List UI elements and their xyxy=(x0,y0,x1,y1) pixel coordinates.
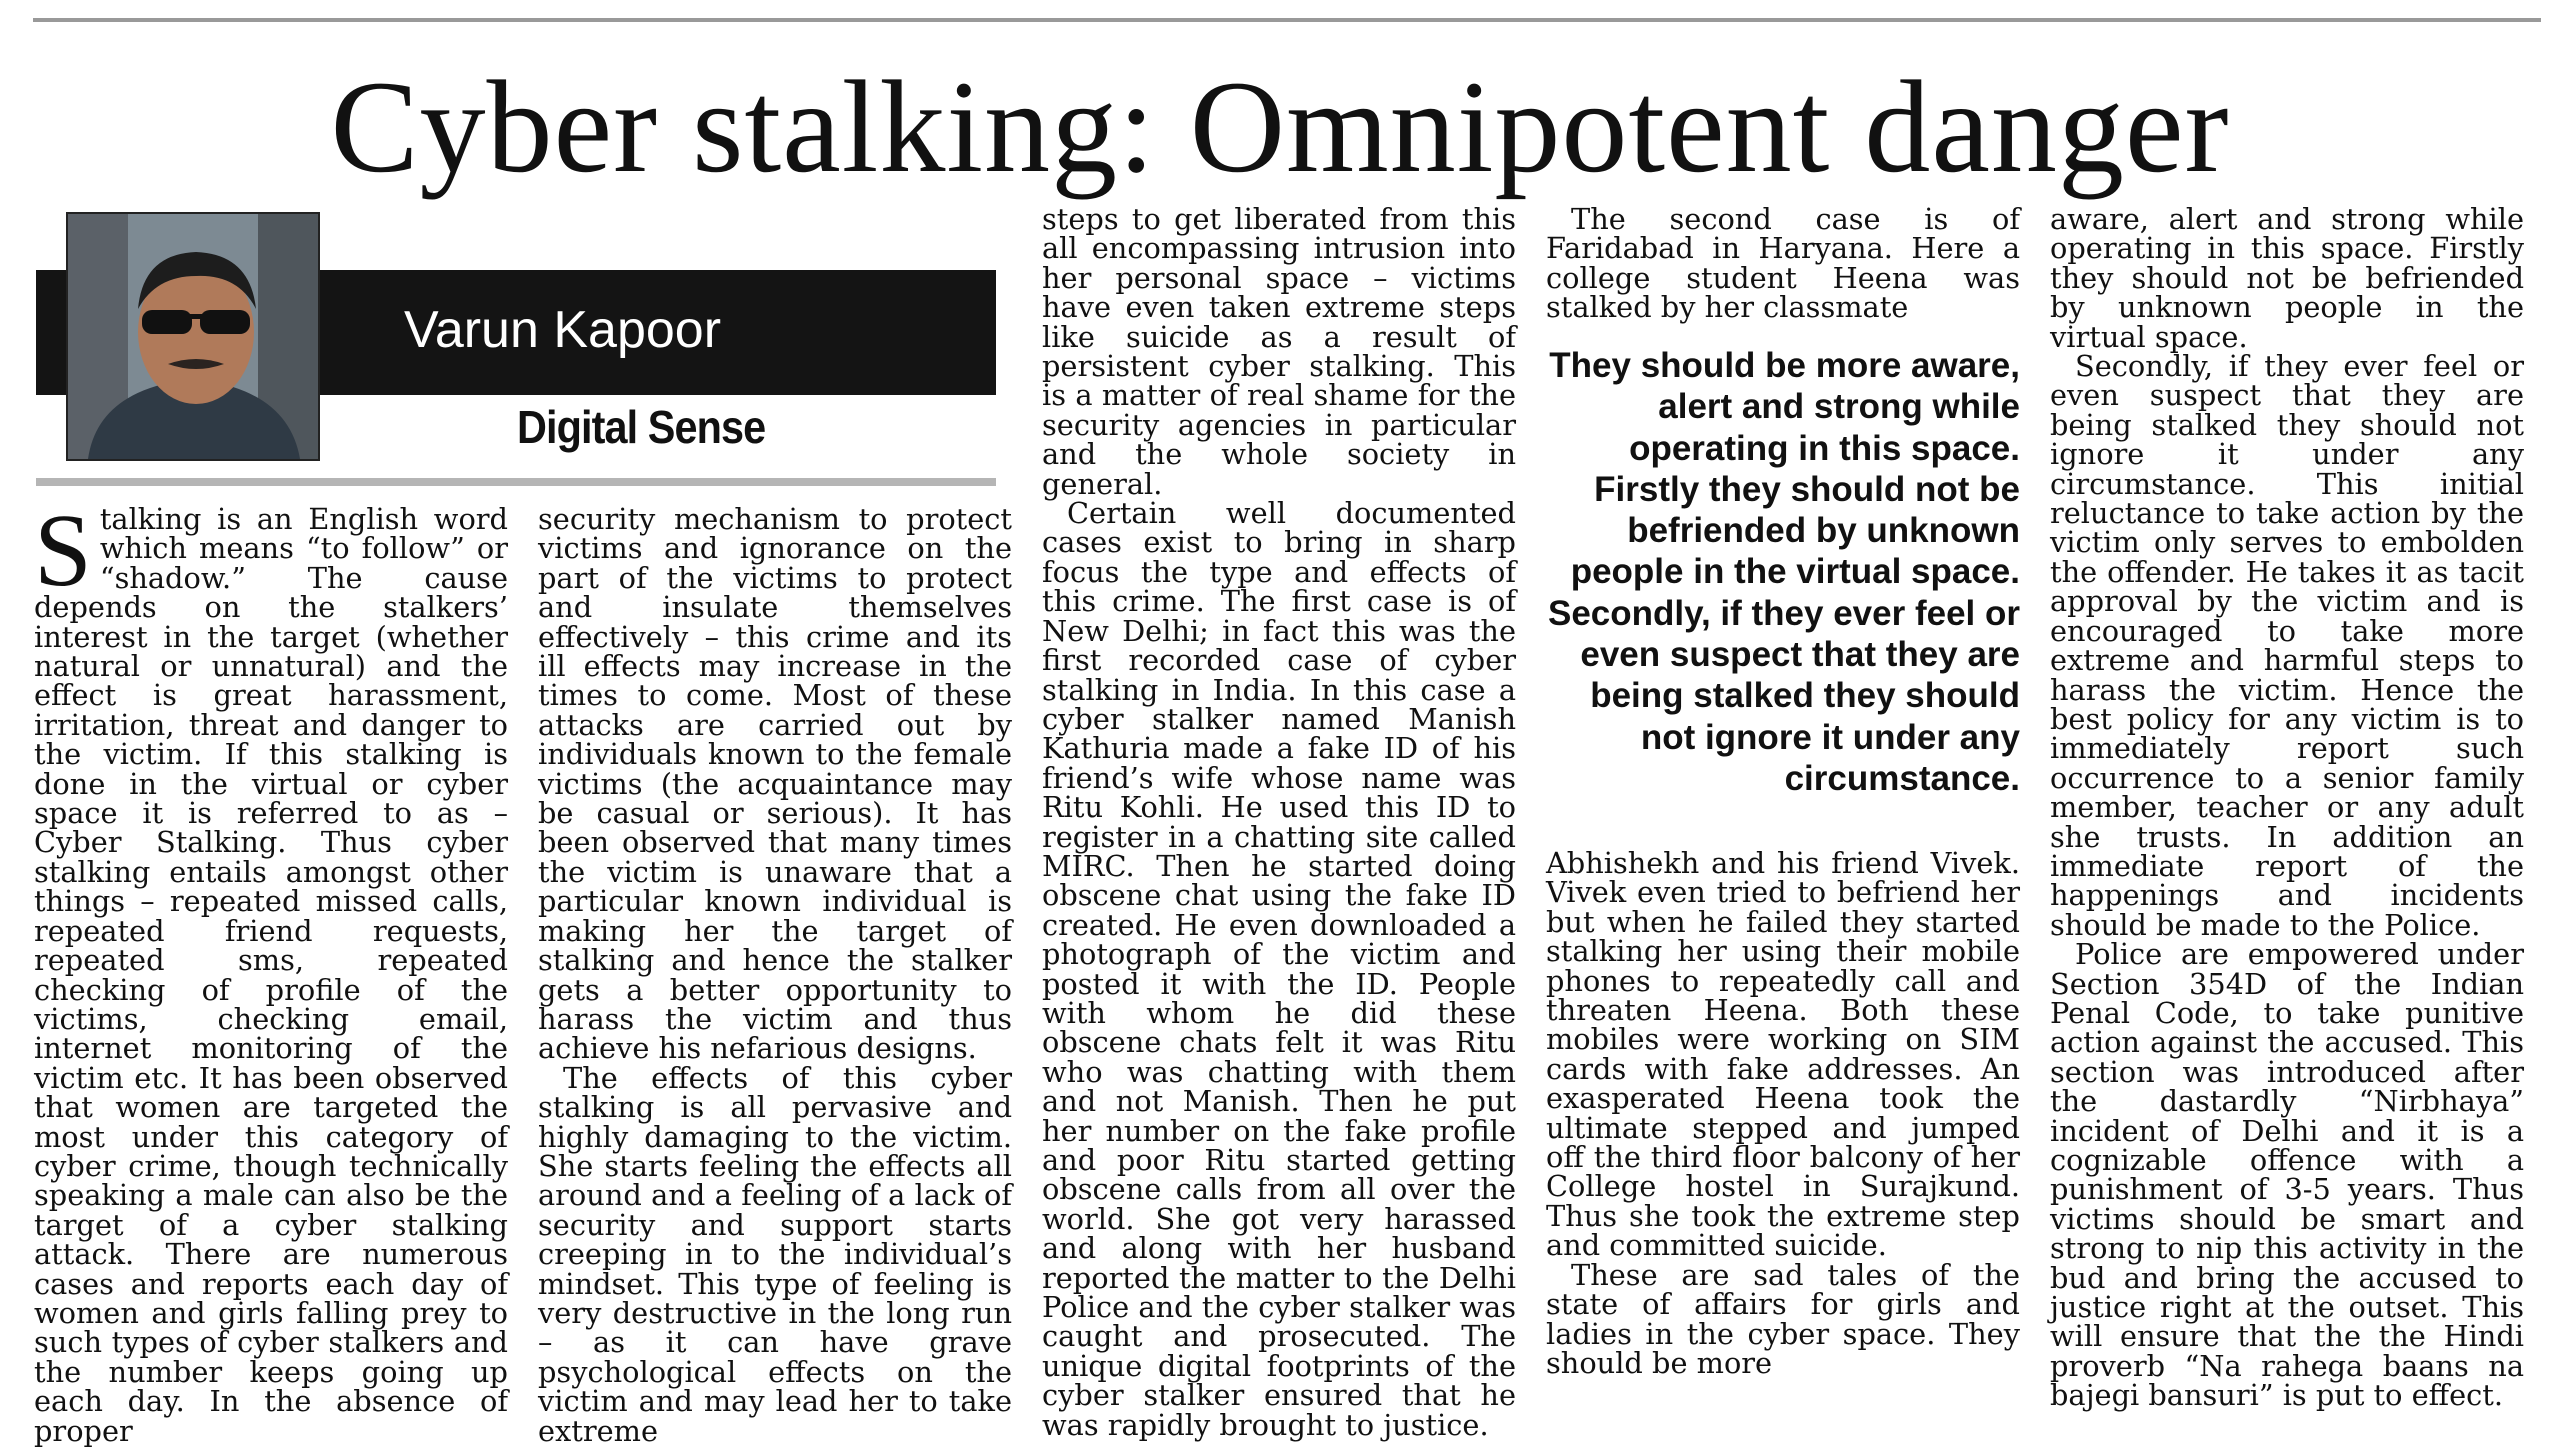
author-photo-image xyxy=(68,214,318,459)
author-name: Varun Kapoor xyxy=(404,301,722,359)
paragraph-text: talking is an English word which means “to follow” or “shadow.” The cause depends on the stalkers’ interest in the target (whether natural or unnatural) and the effect is great harassment, irritation, threat and danger to the victim. If this stalking is done in the virtual or cyber space it is referred to as – Cyber Stalking. Thus cyber stalking entails amongst other things – repeated missed calls, repeated friend requests, repeated sms, repeated checking of profile of the victims, checking email, internet monitoring of the victim etc. It has been observed that women are targeted the most under this category of cyber crime, though technically speaking a male can also be the target of a cyber stalking attack. There are numerous cases and reports each day of women and girls falling prey to such types of cyber stalkers and the number keeps going up each day. In the absence of proper xyxy=(34,502,508,1448)
article-column-5 xyxy=(2050,202,2524,1413)
paragraph: Police are empowered under Section 354D of the Indian Penal Code, to take punitive action against the accused. This section was introduced after the dastardly “Nirbhaya” incident of Delhi and it is a cognizable offence with a punishment of 3-5 years. Thus victims should be smart and strong to nip this activity in the bud and bring the accused to justice right at the outset. This will ensure that the the Hindi proverb “Na rahega baans na bajegi bansuri” is put to effect. xyxy=(2050,937,2524,1413)
paragraph: Secondly, if they ever feel or even suspect that they are being stalked they should not ignore it under any circumstance. This initial reluctance to take action by the victim only serves to embolden the offender. He takes it as tacit approval by the victim and is encouraged to take more extreme and harmful steps to harass the victim. Hence the best policy for any victim is to immediately report such occurrence to a senior family member, teacher or any adult she trusts. In addition an immediate report of the happenings and incidents should be made to the Police. xyxy=(2050,349,2524,942)
section-title: Digital Sense xyxy=(517,401,766,453)
top-rule xyxy=(33,18,2541,22)
paragraph: The second case is of Faridabad in Haryana. Here a college student Heena was stalked by her classmate xyxy=(1546,202,2020,325)
paragraph xyxy=(34,493,508,1448)
article-column-3 xyxy=(1042,202,1516,1442)
article-column-1 xyxy=(34,493,508,1448)
paragraph: The effects of this cyber stalking is all pervasive and highly damaging to the victim. She starts feeling the effects all around and a feeling of a lack of security and support starts creeping in to the individual’s mindset. This type of feeling is very destructive in the long run – as it can have grave psychological effects on the victim and may lead her to take extreme xyxy=(538,1060,1012,1448)
byline-rule xyxy=(36,478,996,486)
paragraph: aware, alert and strong while operating in this space. Firstly they should not be befriended by unknown people in the virtual space. xyxy=(2050,202,2524,354)
article-column-4-top xyxy=(1546,202,2020,325)
article-column-2 xyxy=(538,502,1012,1448)
author-photo xyxy=(66,212,320,461)
paragraph: security mechanism to protect victims and ignorance on the part of the victims to protect and insulate themselves effectively – this crime and its ill effects may increase in the times to come. Most of these attacks are carried out by individuals known to the female victims (the acquaintance may be casual or serious). It has been observed that many times the victim is unaware that a particular known individual is making her the target of stalking and hence the stalker gets a better opportunity to harass the victim and thus achieve his nefarious designs. xyxy=(538,502,1012,1066)
article-column-4-bottom xyxy=(1546,846,2020,1380)
paragraph: These are sad tales of the state of affairs for girls and ladies in the cyber space. They should be more xyxy=(1546,1257,2020,1380)
headline: Cyber stalking: Omnipotent danger xyxy=(330,53,2230,200)
paragraph: Certain well documented cases exist to bring in sharp focus the type and effects of this crime. The first case is of New Delhi; in fact this was the first recorded case of cyber stalking in India. In this case a cyber stalker named Manish Kathuria made a fake ID of his friend’s wife whose name was Ritu Kohli. He used this ID to register in a chatting site called MIRC. Then he started doing obscene chat using the fake ID created. He even downloaded a photograph of the victim and posted it with the ID. People with whom he did these obscene chats felt it was Ritu who was chatting with them and not Manish. Then he put her number on the fake profile and poor Ritu started getting obscene calls from all over the world. She got very harassed and along with her husband reported the matter to the Delhi Police and the cyber stalker was caught and prosecuted. The unique digital footprints of the cyber stalker ensured that he was rapidly brought to justice. xyxy=(1042,496,1516,1442)
paragraph: steps to get liberated from this all encompassing intrusion into her personal space – victims have even taken extreme steps like suicide as a result of persistent cyber stalking. This is a matter of real shame for the security agencies in particular and the whole society in general. xyxy=(1042,202,1516,501)
pull-quote: They should be more aware, alert and strong while operating in this space. Firstly they should not be befriended by unknown people in the virtual space. Secondly, if they ever feel or even suspect that they are being stalked they should not ignore it under any circumstance. xyxy=(1547,346,2020,798)
drop-cap: S xyxy=(34,493,92,608)
paragraph: Abhishekh and his friend Vivek. Vivek even tried to befriend her but when he failed they started stalking her using their mobile phones to repeatedly call and threaten Heena. Both these mobiles were working on SIM cards with fake addresses. An exasperated Heena took the ultimate stepped and jumped off the third floor balcony of her College hostel in Surajkund. Thus she took the extreme step and committed suicide. xyxy=(1546,846,2020,1263)
